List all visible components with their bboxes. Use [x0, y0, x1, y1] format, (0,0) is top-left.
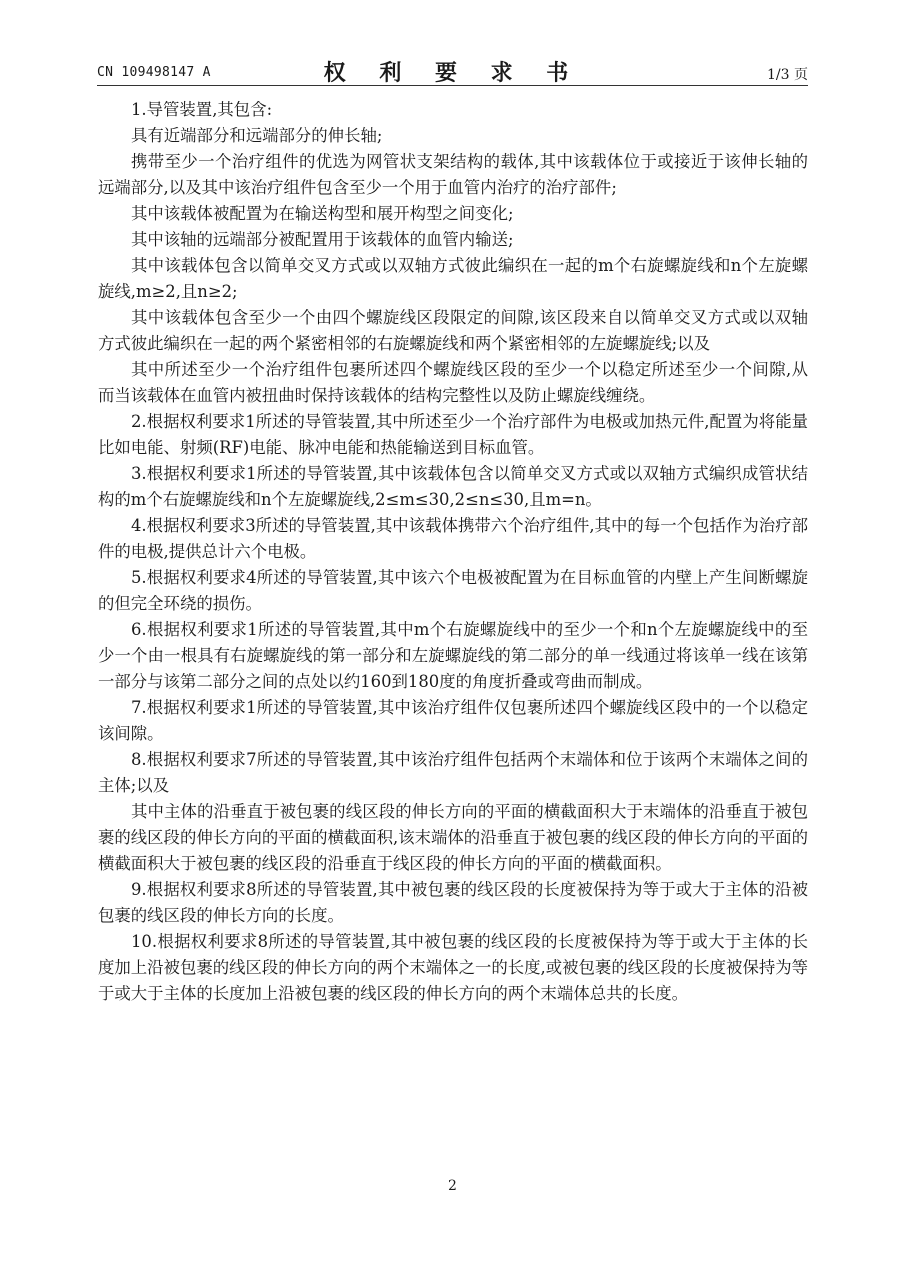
- claim-paragraph: 9.根据权利要求8所述的导管装置,其中被包裹的线区段的长度被保持为等于或大于主体的沿被包裹的线区段的伸长方向的长度。: [98, 880, 808, 925]
- claim-paragraph: 其中该载体包含至少一个由四个螺旋线区段限定的间隙,该区段来自以简单交叉方式或以双轴方式彼此编织在一起的两个紧密相邻的右旋螺旋线和两个紧密相邻的左旋螺旋线;以及: [98, 308, 808, 353]
- claim-paragraph: 8.根据权利要求7所述的导管装置,其中该治疗组件包括两个末端体和位于该两个末端体之间的主体;以及: [98, 750, 808, 795]
- publication-number: CN 109498147 A: [97, 65, 211, 80]
- claim-paragraph: 5.根据权利要求4所述的导管装置,其中该六个电极被配置为在目标血管的内壁上产生间断螺旋的但完全环绕的损伤。: [98, 568, 808, 613]
- claim-paragraph: 其中该载体包含以简单交叉方式或以双轴方式彼此编织在一起的m个右旋螺旋线和n个左旋螺旋线,m≥2,且n≥2;: [98, 256, 808, 301]
- claim-paragraph: 7.根据权利要求1所述的导管装置,其中该治疗组件仅包裹所述四个螺旋线区段中的一个以稳定该间隙。: [98, 698, 808, 743]
- claim-paragraph: 2.根据权利要求1所述的导管装置,其中所述至少一个治疗部件为电极或加热元件,配置为将能量比如电能、射频(RF)电能、脉冲电能和热能输送到目标血管。: [98, 412, 809, 457]
- header-rule: [97, 85, 808, 86]
- page-number: 2: [448, 1178, 457, 1194]
- claim-paragraph: 1.导管装置,其包含:: [131, 100, 273, 119]
- claim-paragraph: 6.根据权利要求1所述的导管装置,其中m个右旋螺旋线中的至少一个和n个左旋螺旋线中的至少一个由一根具有右旋螺旋线的第一部分和左旋螺旋线的第二部分的单一线通过将该单一线在该第一部分与该第二部分之间的点处以约160到180度的角度折叠或弯曲而制成。: [98, 620, 808, 691]
- page-header: [97, 56, 808, 86]
- claims-body: [98, 97, 808, 1007]
- page-indicator: 1/3 页: [767, 67, 808, 83]
- claim-paragraph: 具有近端部分和远端部分的伸长轴;: [131, 126, 383, 145]
- claim-paragraph: 其中主体的沿垂直于被包裹的线区段的伸长方向的平面的横截面积大于末端体的沿垂直于被包裹的线区段的伸长方向的平面的横截面积,该末端体的沿垂直于被包裹的线区段的伸长方向的平面的横截面积大于被包裹的线区段的沿垂直于线区段的伸长方向的平面的横截面积。: [98, 802, 809, 873]
- claim-paragraph: 4.根据权利要求3所述的导管装置,其中该载体携带六个治疗组件,其中的每一个包括作为治疗部件的电极,提供总计六个电极。: [98, 516, 809, 561]
- claim-paragraph: 10.根据权利要求8所述的导管装置,其中被包裹的线区段的长度被保持为等于或大于主体的长度加上沿被包裹的线区段的伸长方向的两个末端体之一的长度,或被包裹的线区段的长度被保持为等于或大于主体的长度加上沿被包裹的线区段的伸长方向的两个末端体总共的长度。: [98, 932, 809, 1003]
- claim-paragraph: 其中所述至少一个治疗组件包裹所述四个螺旋线区段的至少一个以稳定所述至少一个间隙,从而当该载体在血管内被扭曲时保持该载体的结构完整性以及防止螺旋线缠绕。: [98, 360, 808, 405]
- document-title: 权 利 要 求 书: [323, 61, 582, 86]
- claim-paragraph: 其中该载体被配置为在输送构型和展开构型之间变化;: [131, 204, 514, 223]
- claim-paragraph: 携带至少一个治疗组件的优选为网管状支架结构的载体,其中该载体位于或接近于该伸长轴的远端部分,以及其中该治疗组件包含至少一个用于血管内治疗的治疗部件;: [98, 152, 808, 197]
- claim-paragraph: 其中该轴的远端部分被配置用于该载体的血管内输送;: [131, 230, 514, 249]
- claim-paragraph: 3.根据权利要求1所述的导管装置,其中该载体包含以简单交叉方式或以双轴方式编织成管状结构的m个右旋螺旋线和n个左旋螺旋线,2≤m≤30,2≤n≤30,且m=n。: [98, 464, 808, 509]
